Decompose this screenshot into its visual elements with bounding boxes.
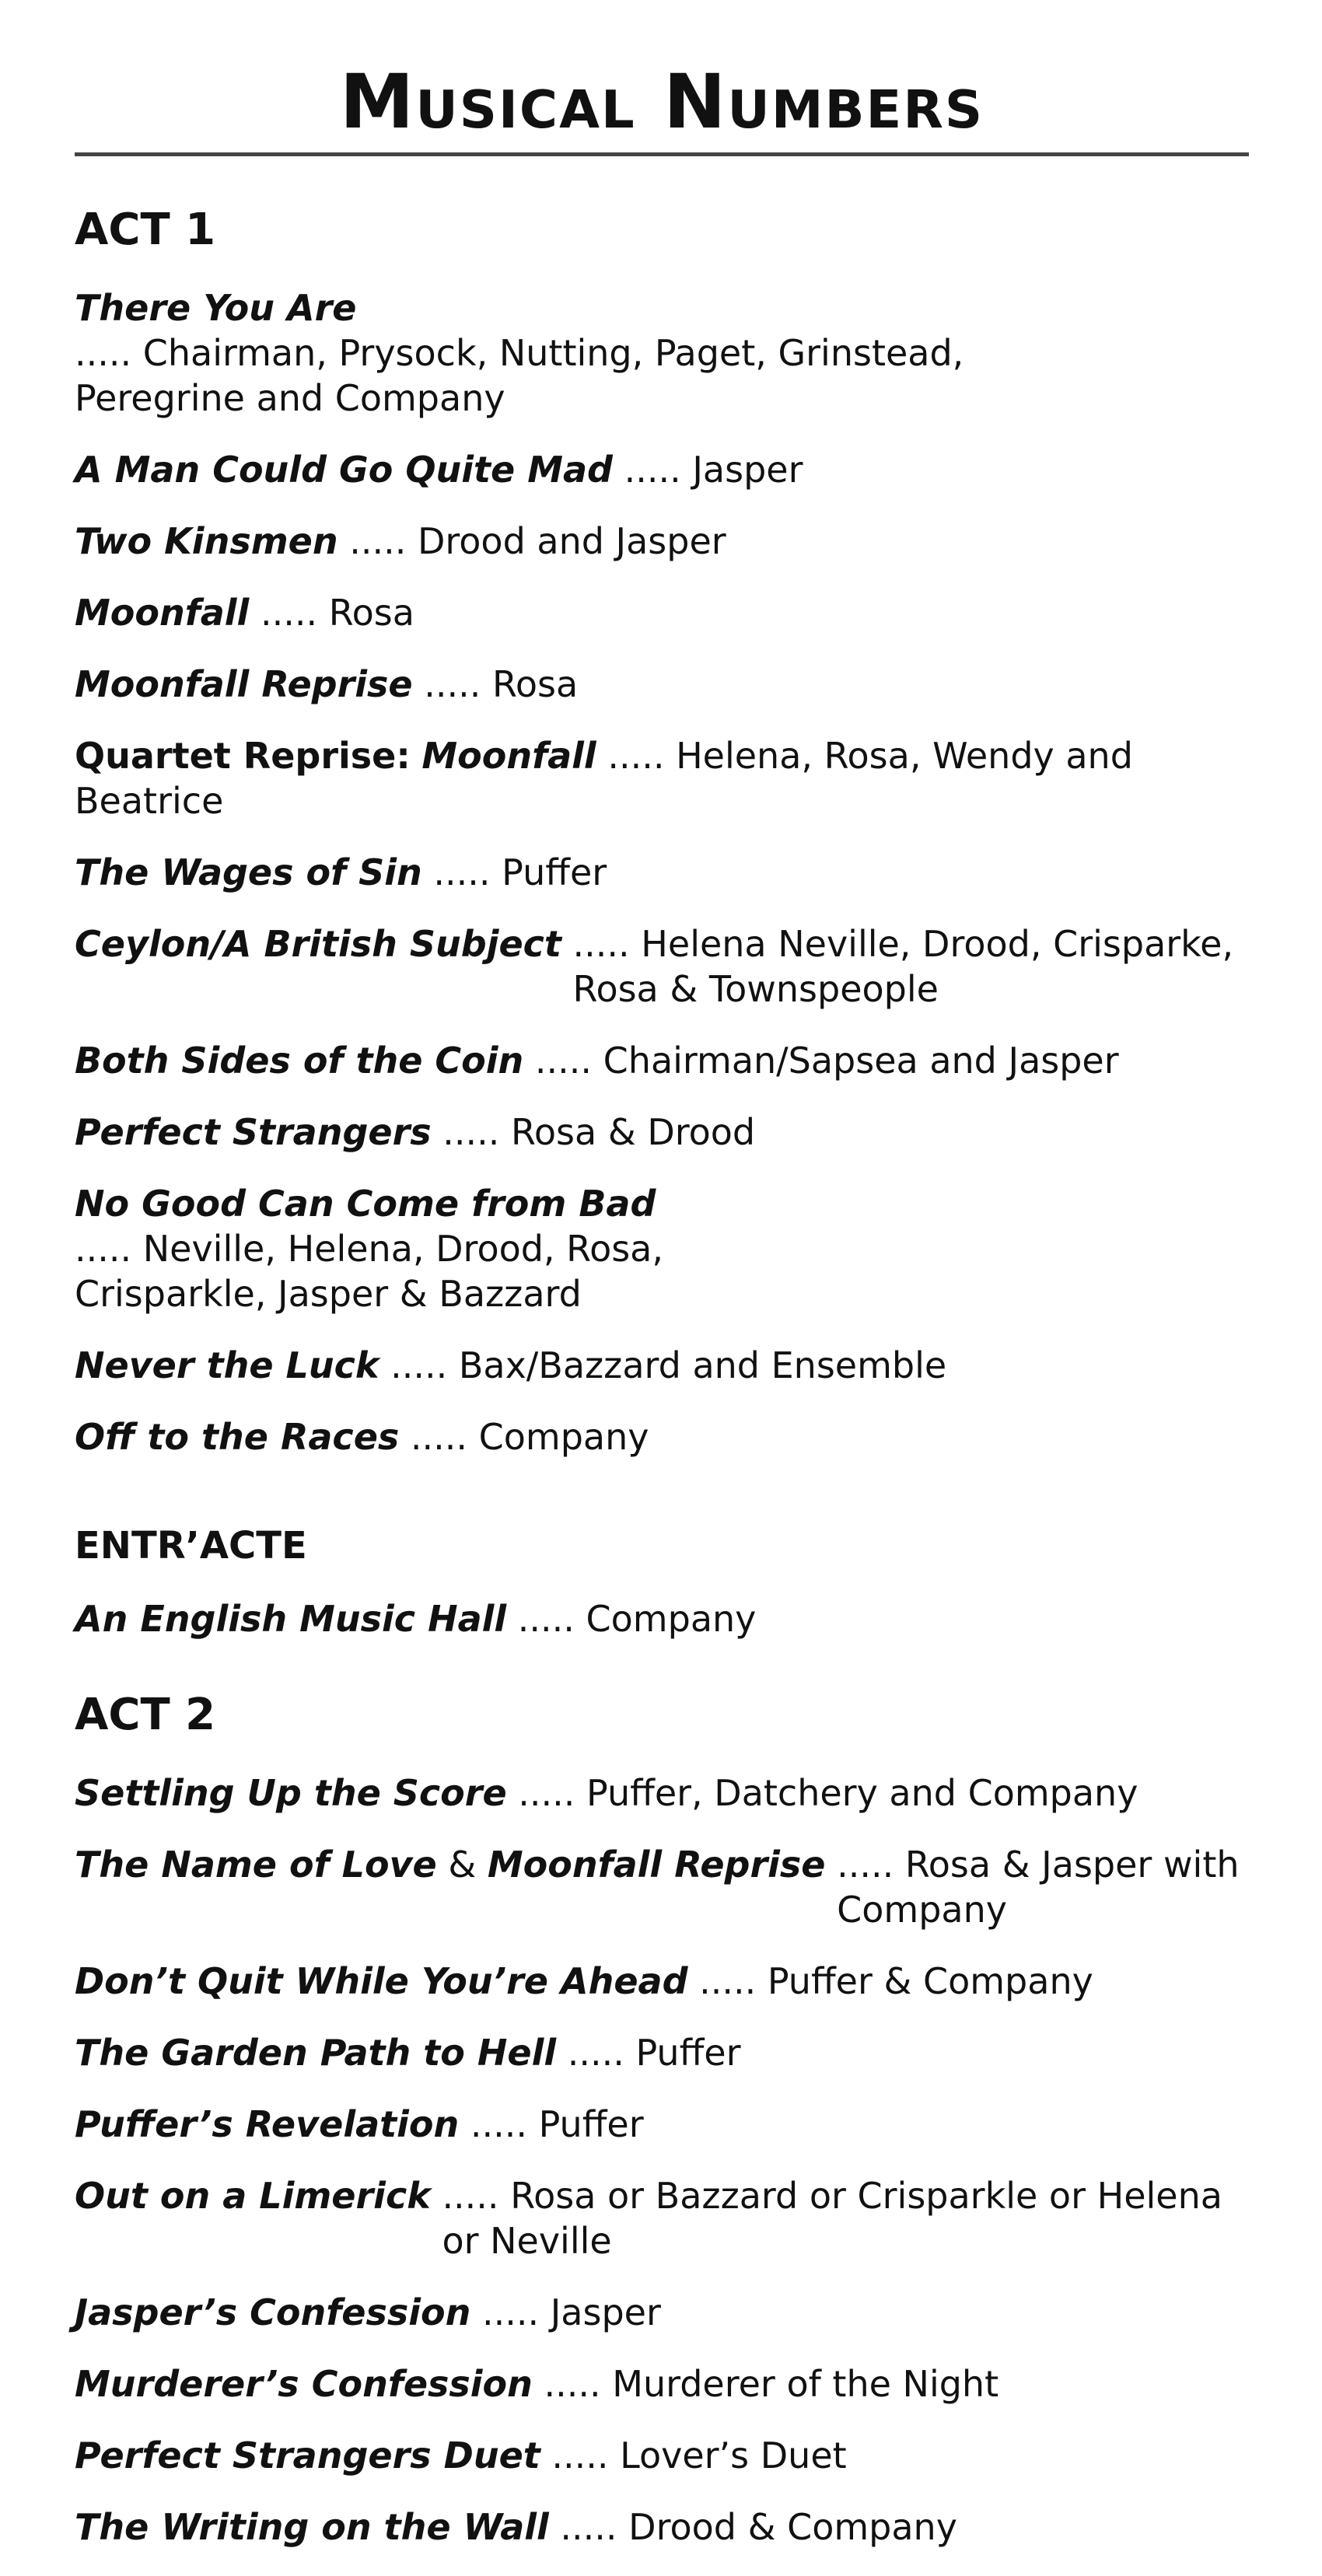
program-page	[75, 0, 1249, 2576]
leader-dots: .....	[260, 592, 318, 634]
song-title-second: Moonfall Reprise	[487, 1844, 826, 1886]
leader-dots: .....	[544, 2363, 601, 2405]
song-entry	[75, 1959, 1249, 2004]
performers-block	[442, 2173, 1222, 2263]
song-entry	[75, 1181, 1249, 1316]
song-title: An English Music Hall	[75, 1598, 507, 1640]
performers: Lover’s Duet	[620, 2434, 847, 2476]
song-title: Ceylon/A British Subject	[75, 923, 561, 965]
performers: Puffer, Datchery and Company	[586, 1772, 1138, 1814]
performers: Rosa or Bazzard or Crisparkle or Helena	[510, 2175, 1222, 2217]
song-title: Jasper’s Confession	[75, 2291, 471, 2333]
song-entry	[75, 1414, 1249, 1459]
leader-dots: .....	[699, 1960, 757, 2002]
performers: Puffer	[538, 2103, 644, 2145]
performers-continued: or Neville	[442, 2220, 612, 2262]
song-entry	[75, 2361, 1249, 2406]
song-entry	[75, 447, 1249, 492]
song-title: The Name of Love	[75, 1844, 437, 1886]
song-entry	[75, 1842, 1249, 1932]
performers: Rosa & Drood	[511, 1111, 756, 1153]
song-title: Two Kinsmen	[75, 520, 338, 562]
ampersand: &	[448, 1844, 477, 1886]
song-title: Perfect Strangers	[75, 1111, 432, 1153]
leader-dots: .....	[433, 851, 491, 893]
title-divider	[75, 152, 1249, 156]
song-entry	[75, 2102, 1249, 2147]
song-title: Settling Up the Score	[75, 1772, 507, 1814]
song-entry	[75, 2433, 1249, 2478]
leader-dots: .....	[424, 663, 481, 705]
section-heading-entracte: ENTR’ACTE	[75, 1524, 307, 1568]
leader-dots: .....	[349, 520, 407, 562]
leader-dots: .....	[390, 1344, 448, 1386]
leader-dots: .....	[481, 2291, 540, 2333]
performers-continued: Rosa & Townspeople	[572, 968, 939, 1010]
leader-dots: .....	[75, 1228, 132, 1270]
song-prefix: Quartet Reprise:	[75, 735, 411, 777]
performers-block	[837, 1842, 1239, 1932]
performers: Jasper	[692, 449, 803, 491]
performers-block	[75, 1226, 663, 1316]
song-entry	[75, 1343, 1249, 1388]
performers: Rosa	[492, 663, 579, 705]
song-title: There You Are	[75, 287, 357, 329]
song-title: No Good Can Come from Bad	[75, 1183, 656, 1225]
performers-block	[573, 921, 1234, 1012]
song-title: Perfect Strangers Duet	[75, 2434, 540, 2476]
song-entry	[75, 2290, 1249, 2335]
leader-dots: .....	[837, 1844, 894, 1886]
leader-dots: .....	[551, 2434, 609, 2476]
song-entry	[75, 1038, 1249, 1083]
performers: Drood and Jasper	[417, 520, 726, 562]
performers-block	[75, 330, 964, 421]
song-entry	[75, 850, 1249, 895]
leader-dots: .....	[534, 1040, 593, 1082]
song-title: The Writing on the Wall	[75, 2506, 549, 2548]
leader-dots: .....	[624, 449, 681, 491]
song-title: Moonfall Reprise	[75, 663, 413, 705]
leader-dots: .....	[518, 1772, 575, 1814]
song-title: A Man Could Go Quite Mad	[75, 449, 613, 491]
leader-dots: .....	[572, 923, 630, 965]
song-entry	[75, 733, 1249, 823]
performers: Puffer	[635, 2032, 741, 2074]
song-entry	[75, 921, 1249, 1012]
performers-continued: Company	[837, 1889, 1007, 1931]
song-title: Puffer’s Revelation	[75, 2103, 460, 2145]
performers: Puffer & Company	[767, 1960, 1093, 2002]
song-entry	[75, 590, 1249, 635]
leader-dots: .....	[442, 2175, 499, 2217]
performers: Puffer	[502, 851, 607, 893]
song-title: Never the Luck	[75, 1344, 379, 1386]
performers-continued: Peregrine and Company	[75, 377, 505, 419]
performers: Neville, Helena, Drood, Rosa,	[142, 1228, 663, 1270]
leader-dots: .....	[607, 735, 665, 777]
song-title: Both Sides of the Coin	[75, 1040, 524, 1082]
performers: Helena Neville, Drood, Crisparke,	[641, 923, 1234, 965]
song-entry	[75, 2173, 1249, 2263]
performers: Rosa	[328, 592, 414, 634]
song-title: Off to the Races	[75, 1416, 400, 1458]
page-title: Musical Numbers	[339, 58, 985, 145]
section-heading-act-1: ACT 1	[75, 204, 216, 255]
song-entry	[75, 662, 1249, 707]
song-entry	[75, 519, 1249, 564]
performers: Bax/Bazzard and Ensemble	[458, 1344, 947, 1386]
performers: Company	[478, 1416, 649, 1458]
leader-dots: .....	[567, 2032, 624, 2074]
performers: Helena, Rosa, Wendy and Beatrice	[75, 735, 1133, 822]
song-entry	[75, 2030, 1249, 2075]
song-title: The Garden Path to Hell	[75, 2032, 557, 2074]
performers: Drood & Company	[628, 2506, 957, 2548]
song-entry	[75, 285, 1249, 421]
leader-dots: .....	[410, 1416, 468, 1458]
section-heading-act-2: ACT 2	[75, 1690, 216, 1740]
performers: Rosa & Jasper with	[904, 1844, 1240, 1886]
leader-dots: .....	[517, 1598, 575, 1640]
song-title: The Wages of Sin	[75, 851, 422, 893]
song-entry	[75, 1596, 1249, 1641]
song-entry	[75, 1110, 1249, 1155]
leader-dots: .....	[442, 1111, 500, 1153]
song-title: Moonfall	[75, 592, 250, 634]
performers: Jasper	[550, 2291, 661, 2333]
performers: Chairman/Sapsea and Jasper	[603, 1040, 1119, 1082]
song-title: Moonfall	[421, 735, 596, 777]
song-entry	[75, 2504, 1249, 2550]
song-entry	[75, 1770, 1249, 1816]
song-title: Out on a Limerick	[75, 2175, 431, 2217]
performers: Chairman, Prysock, Nutting, Paget, Grinstead,	[142, 332, 964, 374]
leader-dots: .....	[560, 2506, 617, 2548]
leader-dots: .....	[75, 332, 132, 374]
song-title: Murderer’s Confession	[75, 2363, 533, 2405]
performers: Company	[586, 1598, 757, 1640]
leader-dots: .....	[470, 2103, 527, 2145]
performers: Murderer of the Night	[612, 2363, 999, 2405]
performers-continued: Crisparkle, Jasper & Bazzard	[75, 1273, 582, 1315]
song-title: Don’t Quit While You’re Ahead	[75, 1960, 688, 2002]
